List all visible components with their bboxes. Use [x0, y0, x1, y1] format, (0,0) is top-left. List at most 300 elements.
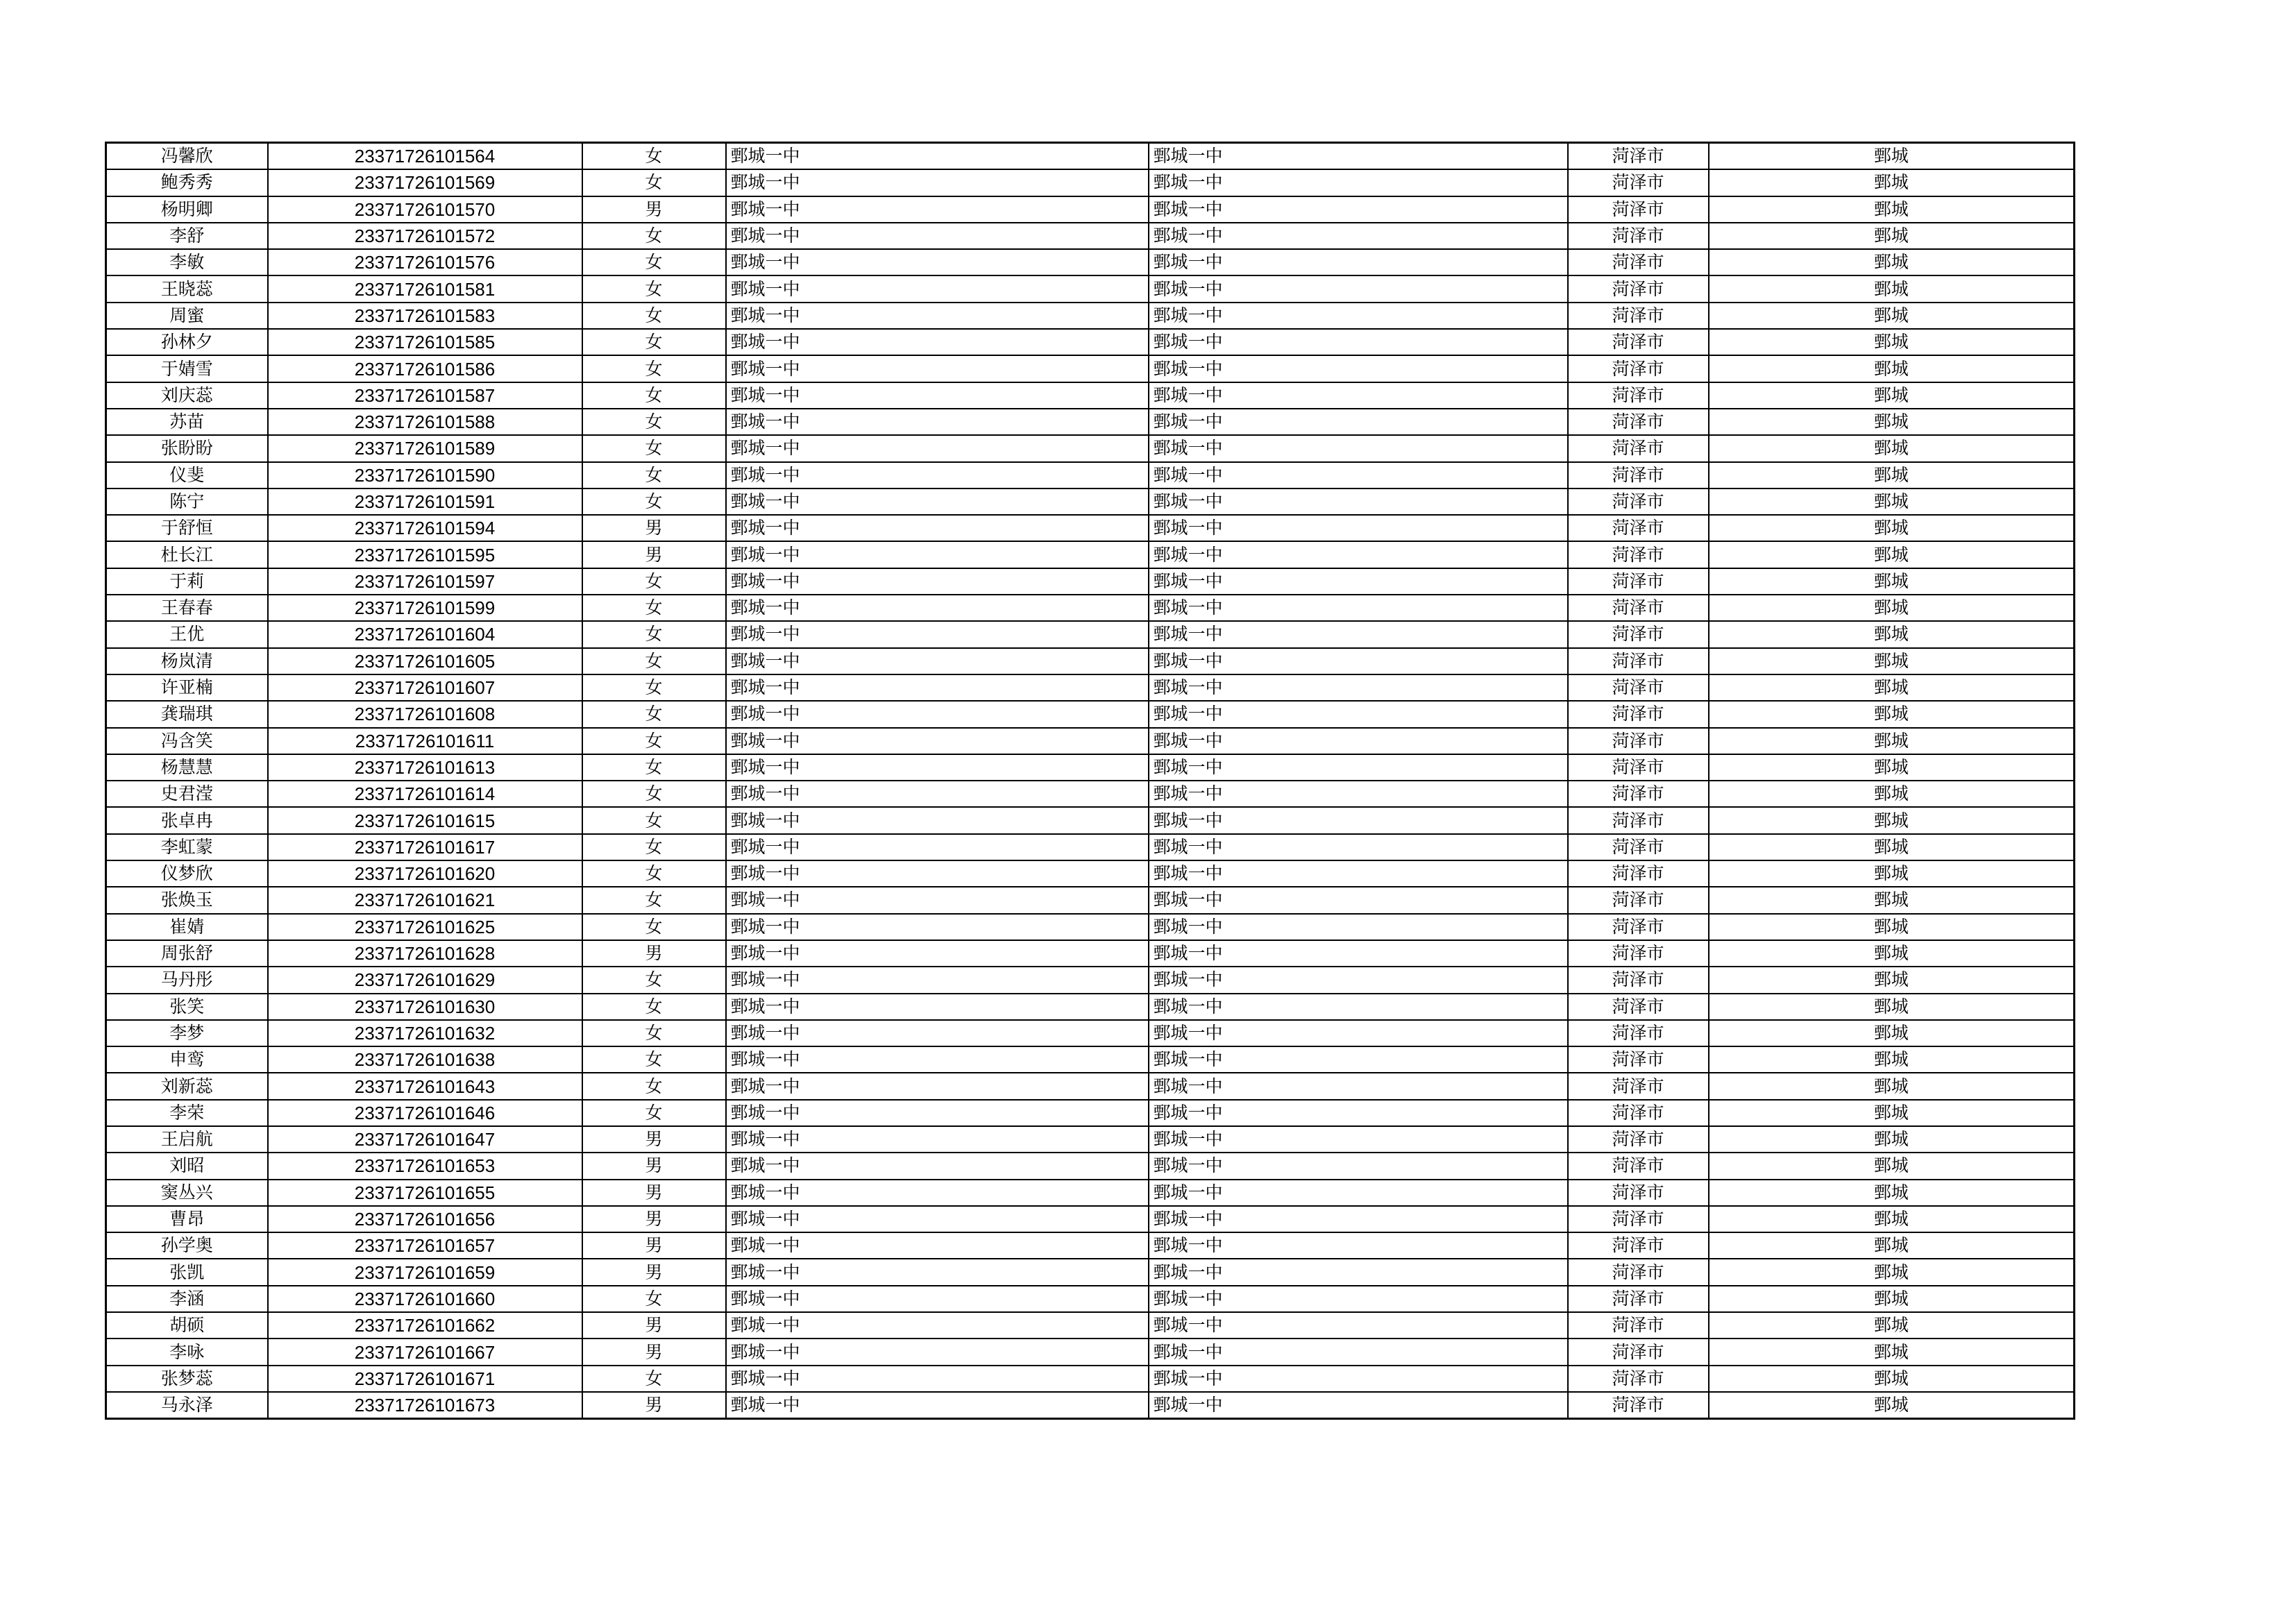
school-cell: 鄄城一中: [726, 488, 1149, 515]
table-row: [106, 834, 2075, 860]
exam-id-cell: 23371726101655: [268, 1180, 582, 1206]
school-cell: 鄄城一中: [726, 1392, 1149, 1419]
gender-cell: 女: [582, 887, 726, 913]
school-cell: 鄄城一中: [726, 940, 1149, 967]
table-row: [106, 701, 2075, 727]
exam-id-cell: 23371726101576: [268, 249, 582, 275]
exam-id-cell: 23371726101657: [268, 1232, 582, 1259]
school-cell: 鄄城一中: [726, 1366, 1149, 1392]
exam-id-cell: 23371726101591: [268, 488, 582, 515]
student-name-cell: 李咏: [106, 1339, 268, 1365]
gender-cell: 女: [582, 568, 726, 595]
table-row: [106, 807, 2075, 833]
city-cell: 菏泽市: [1568, 568, 1709, 595]
school-cell: 鄄城一中: [726, 1100, 1149, 1126]
student-name-cell: 冯馨欣: [106, 143, 268, 170]
table-row: [106, 1073, 2075, 1099]
school-cell: 鄄城一中: [726, 674, 1149, 701]
school-cell-secondary: 鄄城一中: [1149, 568, 1568, 595]
student-name-cell: 曹昂: [106, 1206, 268, 1232]
table-row: [106, 1312, 2075, 1339]
table-row: [106, 887, 2075, 913]
exam-id-cell: 23371726101590: [268, 462, 582, 488]
student-name-cell: 胡硕: [106, 1312, 268, 1339]
school-cell: 鄄城一中: [726, 329, 1149, 355]
county-cell: 鄄城: [1709, 1366, 2075, 1392]
school-cell: 鄄城一中: [726, 1286, 1149, 1312]
city-cell: 菏泽市: [1568, 621, 1709, 647]
exam-id-cell: 23371726101659: [268, 1259, 582, 1285]
student-name-cell: 于舒恒: [106, 515, 268, 541]
gender-cell: 男: [582, 541, 726, 568]
table-row: [106, 462, 2075, 488]
school-cell-secondary: 鄄城一中: [1149, 1232, 1568, 1259]
school-cell: 鄄城一中: [726, 169, 1149, 196]
student-name-cell: 马永泽: [106, 1392, 268, 1419]
school-cell-secondary: 鄄城一中: [1149, 196, 1568, 223]
school-cell: 鄄城一中: [726, 914, 1149, 940]
gender-cell: 男: [582, 1180, 726, 1206]
city-cell: 菏泽市: [1568, 674, 1709, 701]
city-cell: 菏泽市: [1568, 249, 1709, 275]
exam-id-cell: 23371726101613: [268, 754, 582, 781]
city-cell: 菏泽市: [1568, 701, 1709, 727]
county-cell: 鄄城: [1709, 143, 2075, 170]
exam-id-cell: 23371726101647: [268, 1126, 582, 1153]
gender-cell: 女: [582, 143, 726, 170]
school-cell-secondary: 鄄城一中: [1149, 409, 1568, 435]
school-cell-secondary: 鄄城一中: [1149, 1153, 1568, 1179]
city-cell: 菏泽市: [1568, 409, 1709, 435]
school-cell-secondary: 鄄城一中: [1149, 1392, 1568, 1419]
county-cell: 鄄城: [1709, 488, 2075, 515]
city-cell: 菏泽市: [1568, 781, 1709, 807]
city-cell: 菏泽市: [1568, 196, 1709, 223]
school-cell: 鄄城一中: [726, 701, 1149, 727]
table-row: [106, 1392, 2075, 1419]
gender-cell: 男: [582, 1232, 726, 1259]
school-cell-secondary: 鄄城一中: [1149, 435, 1568, 461]
table-row: [106, 1180, 2075, 1206]
table-row: [106, 1366, 2075, 1392]
exam-id-cell: 23371726101595: [268, 541, 582, 568]
school-cell-secondary: 鄄城一中: [1149, 275, 1568, 302]
school-cell-secondary: 鄄城一中: [1149, 674, 1568, 701]
school-cell-secondary: 鄄城一中: [1149, 355, 1568, 382]
county-cell: 鄄城: [1709, 1206, 2075, 1232]
city-cell: 菏泽市: [1568, 728, 1709, 754]
student-name-cell: 杨慧慧: [106, 754, 268, 781]
school-cell-secondary: 鄄城一中: [1149, 887, 1568, 913]
school-cell: 鄄城一中: [726, 860, 1149, 887]
table-row: [106, 355, 2075, 382]
gender-cell: 女: [582, 728, 726, 754]
school-cell-secondary: 鄄城一中: [1149, 728, 1568, 754]
student-name-cell: 周蜜: [106, 303, 268, 329]
exam-id-cell: 23371726101629: [268, 967, 582, 993]
school-cell-secondary: 鄄城一中: [1149, 967, 1568, 993]
table-row: [106, 435, 2075, 461]
student-name-cell: 李涵: [106, 1286, 268, 1312]
student-name-cell: 王优: [106, 621, 268, 647]
school-cell: 鄄城一中: [726, 595, 1149, 621]
school-cell: 鄄城一中: [726, 275, 1149, 302]
school-cell: 鄄城一中: [726, 807, 1149, 833]
school-cell: 鄄城一中: [726, 515, 1149, 541]
county-cell: 鄄城: [1709, 462, 2075, 488]
gender-cell: 女: [582, 648, 726, 674]
exam-id-cell: 23371726101608: [268, 701, 582, 727]
table-row: [106, 914, 2075, 940]
gender-cell: 男: [582, 515, 726, 541]
table-row: [106, 223, 2075, 249]
school-cell: 鄄城一中: [726, 568, 1149, 595]
county-cell: 鄄城: [1709, 1073, 2075, 1099]
student-name-cell: 张笑: [106, 994, 268, 1020]
student-name-cell: 于莉: [106, 568, 268, 595]
school-cell: 鄄城一中: [726, 143, 1149, 170]
school-cell: 鄄城一中: [726, 1312, 1149, 1339]
table-row: [106, 568, 2075, 595]
city-cell: 菏泽市: [1568, 462, 1709, 488]
city-cell: 菏泽市: [1568, 275, 1709, 302]
school-cell: 鄄城一中: [726, 967, 1149, 993]
gender-cell: 女: [582, 967, 726, 993]
exam-id-cell: 23371726101588: [268, 409, 582, 435]
school-cell: 鄄城一中: [726, 409, 1149, 435]
school-cell-secondary: 鄄城一中: [1149, 1126, 1568, 1153]
school-cell: 鄄城一中: [726, 887, 1149, 913]
school-cell-secondary: 鄄城一中: [1149, 595, 1568, 621]
county-cell: 鄄城: [1709, 435, 2075, 461]
city-cell: 菏泽市: [1568, 488, 1709, 515]
school-cell: 鄄城一中: [726, 781, 1149, 807]
school-cell: 鄄城一中: [726, 754, 1149, 781]
county-cell: 鄄城: [1709, 1339, 2075, 1365]
city-cell: 菏泽市: [1568, 1126, 1709, 1153]
school-cell: 鄄城一中: [726, 1339, 1149, 1365]
school-cell: 鄄城一中: [726, 196, 1149, 223]
school-cell: 鄄城一中: [726, 1046, 1149, 1073]
table-row: [106, 754, 2075, 781]
school-cell: 鄄城一中: [726, 1180, 1149, 1206]
county-cell: 鄄城: [1709, 754, 2075, 781]
exam-id-cell: 23371726101621: [268, 887, 582, 913]
exam-id-cell: 23371726101585: [268, 329, 582, 355]
student-name-cell: 许亚楠: [106, 674, 268, 701]
school-cell-secondary: 鄄城一中: [1149, 249, 1568, 275]
school-cell-secondary: 鄄城一中: [1149, 781, 1568, 807]
table-row: [106, 967, 2075, 993]
table-row: [106, 488, 2075, 515]
city-cell: 菏泽市: [1568, 1153, 1709, 1179]
school-cell: 鄄城一中: [726, 1232, 1149, 1259]
gender-cell: 男: [582, 1392, 726, 1419]
exam-id-cell: 23371726101673: [268, 1392, 582, 1419]
student-name-cell: 李舒: [106, 223, 268, 249]
school-cell-secondary: 鄄城一中: [1149, 1020, 1568, 1046]
exam-id-cell: 23371726101667: [268, 1339, 582, 1365]
county-cell: 鄄城: [1709, 1232, 2075, 1259]
student-name-cell: 李梦: [106, 1020, 268, 1046]
county-cell: 鄄城: [1709, 303, 2075, 329]
school-cell-secondary: 鄄城一中: [1149, 143, 1568, 170]
exam-id-cell: 23371726101646: [268, 1100, 582, 1126]
county-cell: 鄄城: [1709, 860, 2075, 887]
student-name-cell: 张梦蕊: [106, 1366, 268, 1392]
school-cell-secondary: 鄄城一中: [1149, 701, 1568, 727]
gender-cell: 女: [582, 754, 726, 781]
exam-id-cell: 23371726101632: [268, 1020, 582, 1046]
city-cell: 菏泽市: [1568, 1366, 1709, 1392]
table-row: [106, 515, 2075, 541]
city-cell: 菏泽市: [1568, 1259, 1709, 1285]
city-cell: 菏泽市: [1568, 648, 1709, 674]
school-cell: 鄄城一中: [726, 249, 1149, 275]
gender-cell: 男: [582, 196, 726, 223]
school-cell-secondary: 鄄城一中: [1149, 488, 1568, 515]
table-row: [106, 1153, 2075, 1179]
county-cell: 鄄城: [1709, 728, 2075, 754]
school-cell-secondary: 鄄城一中: [1149, 1100, 1568, 1126]
county-cell: 鄄城: [1709, 1392, 2075, 1419]
school-cell: 鄄城一中: [726, 223, 1149, 249]
student-name-cell: 王启航: [106, 1126, 268, 1153]
exam-id-cell: 23371726101653: [268, 1153, 582, 1179]
gender-cell: 女: [582, 807, 726, 833]
school-cell: 鄄城一中: [726, 541, 1149, 568]
gender-cell: 女: [582, 275, 726, 302]
county-cell: 鄄城: [1709, 621, 2075, 647]
table-row: [106, 648, 2075, 674]
gender-cell: 女: [582, 1286, 726, 1312]
student-name-cell: 窦丛兴: [106, 1180, 268, 1206]
county-cell: 鄄城: [1709, 196, 2075, 223]
city-cell: 菏泽市: [1568, 754, 1709, 781]
county-cell: 鄄城: [1709, 223, 2075, 249]
exam-id-cell: 23371726101583: [268, 303, 582, 329]
student-name-cell: 陈宁: [106, 488, 268, 515]
county-cell: 鄄城: [1709, 409, 2075, 435]
county-cell: 鄄城: [1709, 1126, 2075, 1153]
exam-id-cell: 23371726101630: [268, 994, 582, 1020]
exam-id-cell: 23371726101643: [268, 1073, 582, 1099]
exam-id-cell: 23371726101572: [268, 223, 582, 249]
county-cell: 鄄城: [1709, 568, 2075, 595]
table-row: [106, 541, 2075, 568]
student-name-cell: 崔婧: [106, 914, 268, 940]
student-name-cell: 杜长江: [106, 541, 268, 568]
county-cell: 鄄城: [1709, 1153, 2075, 1179]
county-cell: 鄄城: [1709, 1259, 2075, 1285]
school-cell: 鄄城一中: [726, 1020, 1149, 1046]
city-cell: 菏泽市: [1568, 382, 1709, 409]
gender-cell: 女: [582, 595, 726, 621]
gender-cell: 女: [582, 1366, 726, 1392]
city-cell: 菏泽市: [1568, 1232, 1709, 1259]
city-cell: 菏泽市: [1568, 143, 1709, 170]
county-cell: 鄄城: [1709, 275, 2075, 302]
city-cell: 菏泽市: [1568, 1312, 1709, 1339]
exam-id-cell: 23371726101607: [268, 674, 582, 701]
gender-cell: 女: [582, 701, 726, 727]
county-cell: 鄄城: [1709, 994, 2075, 1020]
gender-cell: 男: [582, 1126, 726, 1153]
table-row: [106, 1046, 2075, 1073]
city-cell: 菏泽市: [1568, 914, 1709, 940]
county-cell: 鄄城: [1709, 807, 2075, 833]
county-cell: 鄄城: [1709, 834, 2075, 860]
city-cell: 菏泽市: [1568, 834, 1709, 860]
gender-cell: 女: [582, 303, 726, 329]
student-name-cell: 孙林夕: [106, 329, 268, 355]
school-cell: 鄄城一中: [726, 621, 1149, 647]
exam-id-cell: 23371726101569: [268, 169, 582, 196]
county-cell: 鄄城: [1709, 967, 2075, 993]
student-name-cell: 申鸾: [106, 1046, 268, 1073]
exam-id-cell: 23371726101587: [268, 382, 582, 409]
school-cell: 鄄城一中: [726, 1153, 1149, 1179]
county-cell: 鄄城: [1709, 674, 2075, 701]
school-cell-secondary: 鄄城一中: [1149, 1286, 1568, 1312]
exam-id-cell: 23371726101581: [268, 275, 582, 302]
county-cell: 鄄城: [1709, 940, 2075, 967]
exam-id-cell: 23371726101599: [268, 595, 582, 621]
city-cell: 菏泽市: [1568, 223, 1709, 249]
city-cell: 菏泽市: [1568, 887, 1709, 913]
county-cell: 鄄城: [1709, 355, 2075, 382]
exam-id-cell: 23371726101586: [268, 355, 582, 382]
gender-cell: 男: [582, 940, 726, 967]
county-cell: 鄄城: [1709, 1100, 2075, 1126]
school-cell: 鄄城一中: [726, 382, 1149, 409]
exam-id-cell: 23371726101628: [268, 940, 582, 967]
school-cell-secondary: 鄄城一中: [1149, 169, 1568, 196]
table-row: [106, 1100, 2075, 1126]
city-cell: 菏泽市: [1568, 541, 1709, 568]
gender-cell: 女: [582, 1100, 726, 1126]
school-cell-secondary: 鄄城一中: [1149, 1206, 1568, 1232]
table-row: [106, 275, 2075, 302]
student-name-cell: 张卓冉: [106, 807, 268, 833]
school-cell: 鄄城一中: [726, 994, 1149, 1020]
table-row: [106, 595, 2075, 621]
city-cell: 菏泽市: [1568, 515, 1709, 541]
city-cell: 菏泽市: [1568, 1100, 1709, 1126]
exam-id-cell: 23371726101597: [268, 568, 582, 595]
exam-id-cell: 23371726101662: [268, 1312, 582, 1339]
school-cell-secondary: 鄄城一中: [1149, 807, 1568, 833]
student-name-cell: 李敏: [106, 249, 268, 275]
school-cell: 鄄城一中: [726, 355, 1149, 382]
student-name-cell: 孙学奥: [106, 1232, 268, 1259]
table-row: [106, 860, 2075, 887]
gender-cell: 女: [582, 860, 726, 887]
gender-cell: 女: [582, 1046, 726, 1073]
school-cell-secondary: 鄄城一中: [1149, 994, 1568, 1020]
gender-cell: 男: [582, 1312, 726, 1339]
exam-id-cell: 23371726101615: [268, 807, 582, 833]
school-cell-secondary: 鄄城一中: [1149, 1046, 1568, 1073]
table-row: [106, 169, 2075, 196]
table-row: [106, 940, 2075, 967]
student-name-cell: 刘昭: [106, 1153, 268, 1179]
school-cell-secondary: 鄄城一中: [1149, 541, 1568, 568]
student-name-cell: 鲍秀秀: [106, 169, 268, 196]
student-roster-table: [105, 142, 2075, 1420]
city-cell: 菏泽市: [1568, 860, 1709, 887]
exam-id-cell: 23371726101656: [268, 1206, 582, 1232]
school-cell-secondary: 鄄城一中: [1149, 648, 1568, 674]
school-cell-secondary: 鄄城一中: [1149, 834, 1568, 860]
exam-id-cell: 23371726101638: [268, 1046, 582, 1073]
student-name-cell: 史君滢: [106, 781, 268, 807]
student-name-cell: 马丹彤: [106, 967, 268, 993]
gender-cell: 男: [582, 1206, 726, 1232]
county-cell: 鄄城: [1709, 701, 2075, 727]
city-cell: 菏泽市: [1568, 1339, 1709, 1365]
county-cell: 鄄城: [1709, 1020, 2075, 1046]
exam-id-cell: 23371726101570: [268, 196, 582, 223]
school-cell-secondary: 鄄城一中: [1149, 1312, 1568, 1339]
city-cell: 菏泽市: [1568, 967, 1709, 993]
student-name-cell: 张焕玉: [106, 887, 268, 913]
table-row: [106, 1259, 2075, 1285]
school-cell-secondary: 鄄城一中: [1149, 515, 1568, 541]
county-cell: 鄄城: [1709, 329, 2075, 355]
city-cell: 菏泽市: [1568, 1286, 1709, 1312]
table-row: [106, 621, 2075, 647]
gender-cell: 女: [582, 1073, 726, 1099]
exam-id-cell: 23371726101564: [268, 143, 582, 170]
gender-cell: 男: [582, 1153, 726, 1179]
school-cell-secondary: 鄄城一中: [1149, 382, 1568, 409]
gender-cell: 男: [582, 1339, 726, 1365]
student-roster-sheet: [105, 142, 2073, 1420]
city-cell: 菏泽市: [1568, 1206, 1709, 1232]
gender-cell: 女: [582, 674, 726, 701]
gender-cell: 女: [582, 621, 726, 647]
table-row: [106, 994, 2075, 1020]
county-cell: 鄄城: [1709, 169, 2075, 196]
table-row: [106, 1126, 2075, 1153]
gender-cell: 女: [582, 223, 726, 249]
gender-cell: 女: [582, 382, 726, 409]
school-cell-secondary: 鄄城一中: [1149, 462, 1568, 488]
city-cell: 菏泽市: [1568, 595, 1709, 621]
table-row: [106, 143, 2075, 170]
city-cell: 菏泽市: [1568, 940, 1709, 967]
table-row: [106, 1339, 2075, 1365]
school-cell: 鄄城一中: [726, 435, 1149, 461]
county-cell: 鄄城: [1709, 382, 2075, 409]
gender-cell: 女: [582, 488, 726, 515]
school-cell-secondary: 鄄城一中: [1149, 1339, 1568, 1365]
city-cell: 菏泽市: [1568, 355, 1709, 382]
table-row: [106, 728, 2075, 754]
exam-id-cell: 23371726101611: [268, 728, 582, 754]
school-cell-secondary: 鄄城一中: [1149, 223, 1568, 249]
exam-id-cell: 23371726101617: [268, 834, 582, 860]
student-name-cell: 杨岚清: [106, 648, 268, 674]
table-row: [106, 329, 2075, 355]
exam-id-cell: 23371726101660: [268, 1286, 582, 1312]
table-row: [106, 196, 2075, 223]
gender-cell: 女: [582, 914, 726, 940]
gender-cell: 女: [582, 409, 726, 435]
gender-cell: 女: [582, 435, 726, 461]
county-cell: 鄄城: [1709, 887, 2075, 913]
